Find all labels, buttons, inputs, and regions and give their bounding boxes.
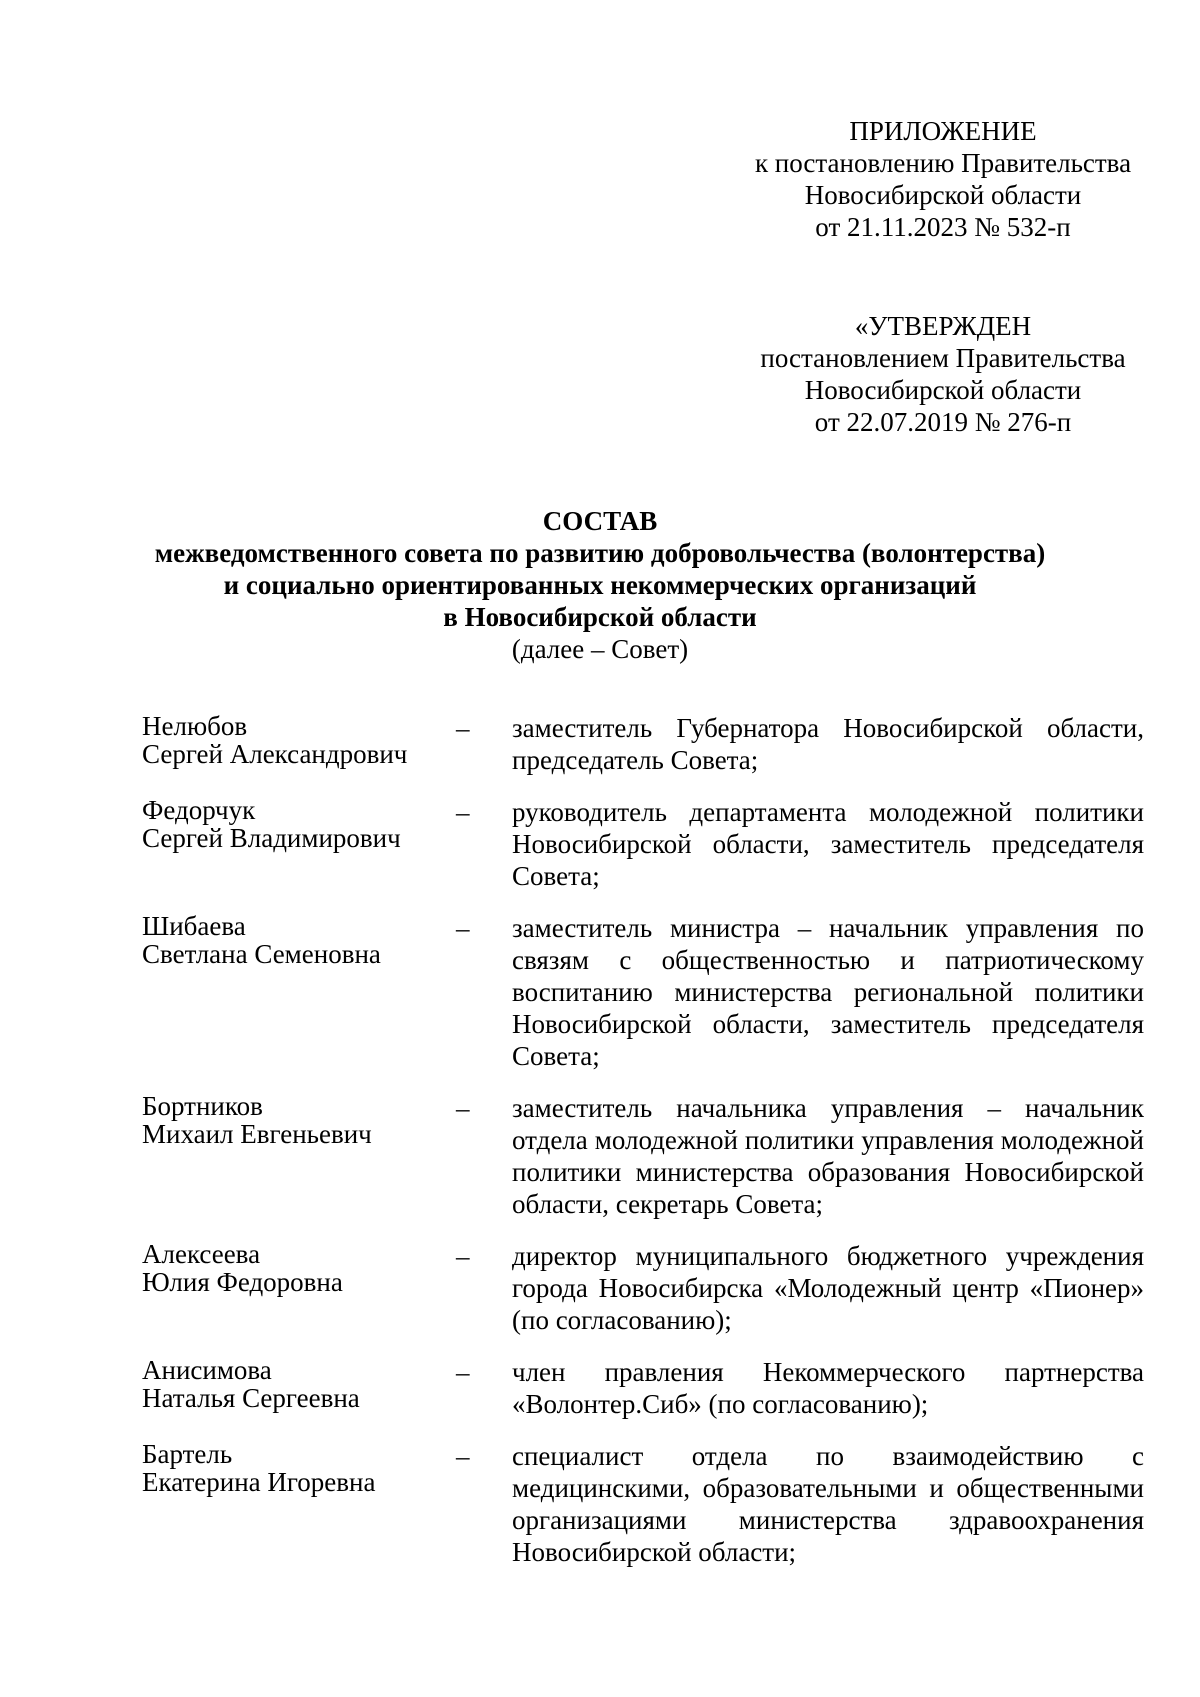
appendix-line-1: к постановлению Правительства	[754, 148, 1132, 178]
member-name	[142, 1440, 456, 1568]
member-entry	[142, 1240, 1144, 1336]
heading-line-2: и социально ориентированных некоммерческих организаций	[223, 570, 977, 600]
member-role: член правления Некоммерческого партнерства «Волонтер.Сиб» (по согласованию);	[512, 1357, 1144, 1419]
member-entry	[142, 796, 1144, 892]
member-given-names: Светлана Семеновна	[142, 939, 381, 969]
member-entry	[142, 1440, 1144, 1568]
member-surname: Алексеева	[142, 1239, 261, 1269]
document-title: СОСТАВ	[542, 506, 658, 536]
member-name	[142, 1356, 456, 1420]
member-dash: –	[456, 1093, 470, 1123]
approved-line-3: от 22.07.2019 № 276-п	[814, 407, 1072, 437]
member-dash: –	[456, 713, 470, 743]
member-entry	[142, 1356, 1144, 1420]
member-given-names: Екатерина Игоревна	[142, 1467, 376, 1497]
member-name	[142, 912, 456, 1072]
heading-line-3: в Новосибирской области	[443, 602, 757, 632]
member-surname: Нелюбов	[142, 711, 248, 741]
members-list	[142, 712, 1144, 1588]
approved-header	[733, 310, 1153, 438]
member-dash: –	[456, 913, 470, 943]
document-heading	[0, 505, 1200, 665]
member-surname: Шибаева	[142, 911, 246, 941]
heading-line-1: межведомственного совета по развитию добровольчества (волонтерства)	[154, 538, 1046, 568]
member-surname: Бартель	[142, 1439, 233, 1469]
member-surname: Бортников	[142, 1091, 263, 1121]
appendix-line-2: Новосибирской области	[804, 180, 1082, 210]
member-role: заместитель Губернатора Новосибирской области, председатель Совета;	[512, 713, 1144, 775]
member-dash: –	[456, 1241, 470, 1271]
member-given-names: Наталья Сергеевна	[142, 1383, 360, 1413]
member-entry	[142, 1092, 1144, 1220]
member-given-names: Юлия Федоровна	[142, 1267, 343, 1297]
member-role: директор муниципального бюджетного учреждения города Новосибирска «Молодежный центр «Пионер» (по согласованию);	[512, 1241, 1144, 1335]
appendix-title: ПРИЛОЖЕНИЕ	[849, 116, 1037, 146]
heading-note: (далее – Совет)	[511, 634, 689, 664]
member-dash: –	[456, 797, 470, 827]
member-given-names: Сергей Александрович	[142, 739, 408, 769]
member-name	[142, 712, 456, 776]
member-entry	[142, 712, 1144, 776]
member-surname: Анисимова	[142, 1355, 272, 1385]
appendix-line-3: от 21.11.2023 № 532-п	[815, 212, 1071, 242]
member-role: специалист отдела по взаимодействию с медицинскими, образовательными и общественными организациями министерства здравоохранения Новосибирской области;	[512, 1441, 1144, 1567]
member-given-names: Михаил Евгеньевич	[142, 1119, 372, 1149]
member-name	[142, 796, 456, 892]
member-role: руководитель департамента молодежной политики Новосибирской области, заместитель председателя Совета;	[512, 797, 1144, 891]
approved-line-1: постановлением Правительства	[760, 343, 1126, 373]
member-surname: Федорчук	[142, 795, 256, 825]
member-name	[142, 1240, 456, 1336]
member-dash: –	[456, 1357, 470, 1387]
approved-title: «УТВЕРЖДЕН	[854, 311, 1032, 341]
member-name	[142, 1092, 456, 1220]
member-given-names: Сергей Владимирович	[142, 823, 401, 853]
member-role: заместитель министра – начальник управления по связям с общественностью и патриотическому воспитанию министерства региональной политики Новосибирской области, заместитель председателя Совета;	[512, 913, 1144, 1071]
member-entry	[142, 912, 1144, 1072]
member-dash: –	[456, 1441, 470, 1471]
appendix-header	[733, 115, 1153, 243]
approved-line-2: Новосибирской области	[804, 375, 1082, 405]
member-role: заместитель начальника управления – начальник отдела молодежной политики управления молодежной политики министерства образования Новосибирской области, секретарь Совета;	[512, 1093, 1144, 1219]
